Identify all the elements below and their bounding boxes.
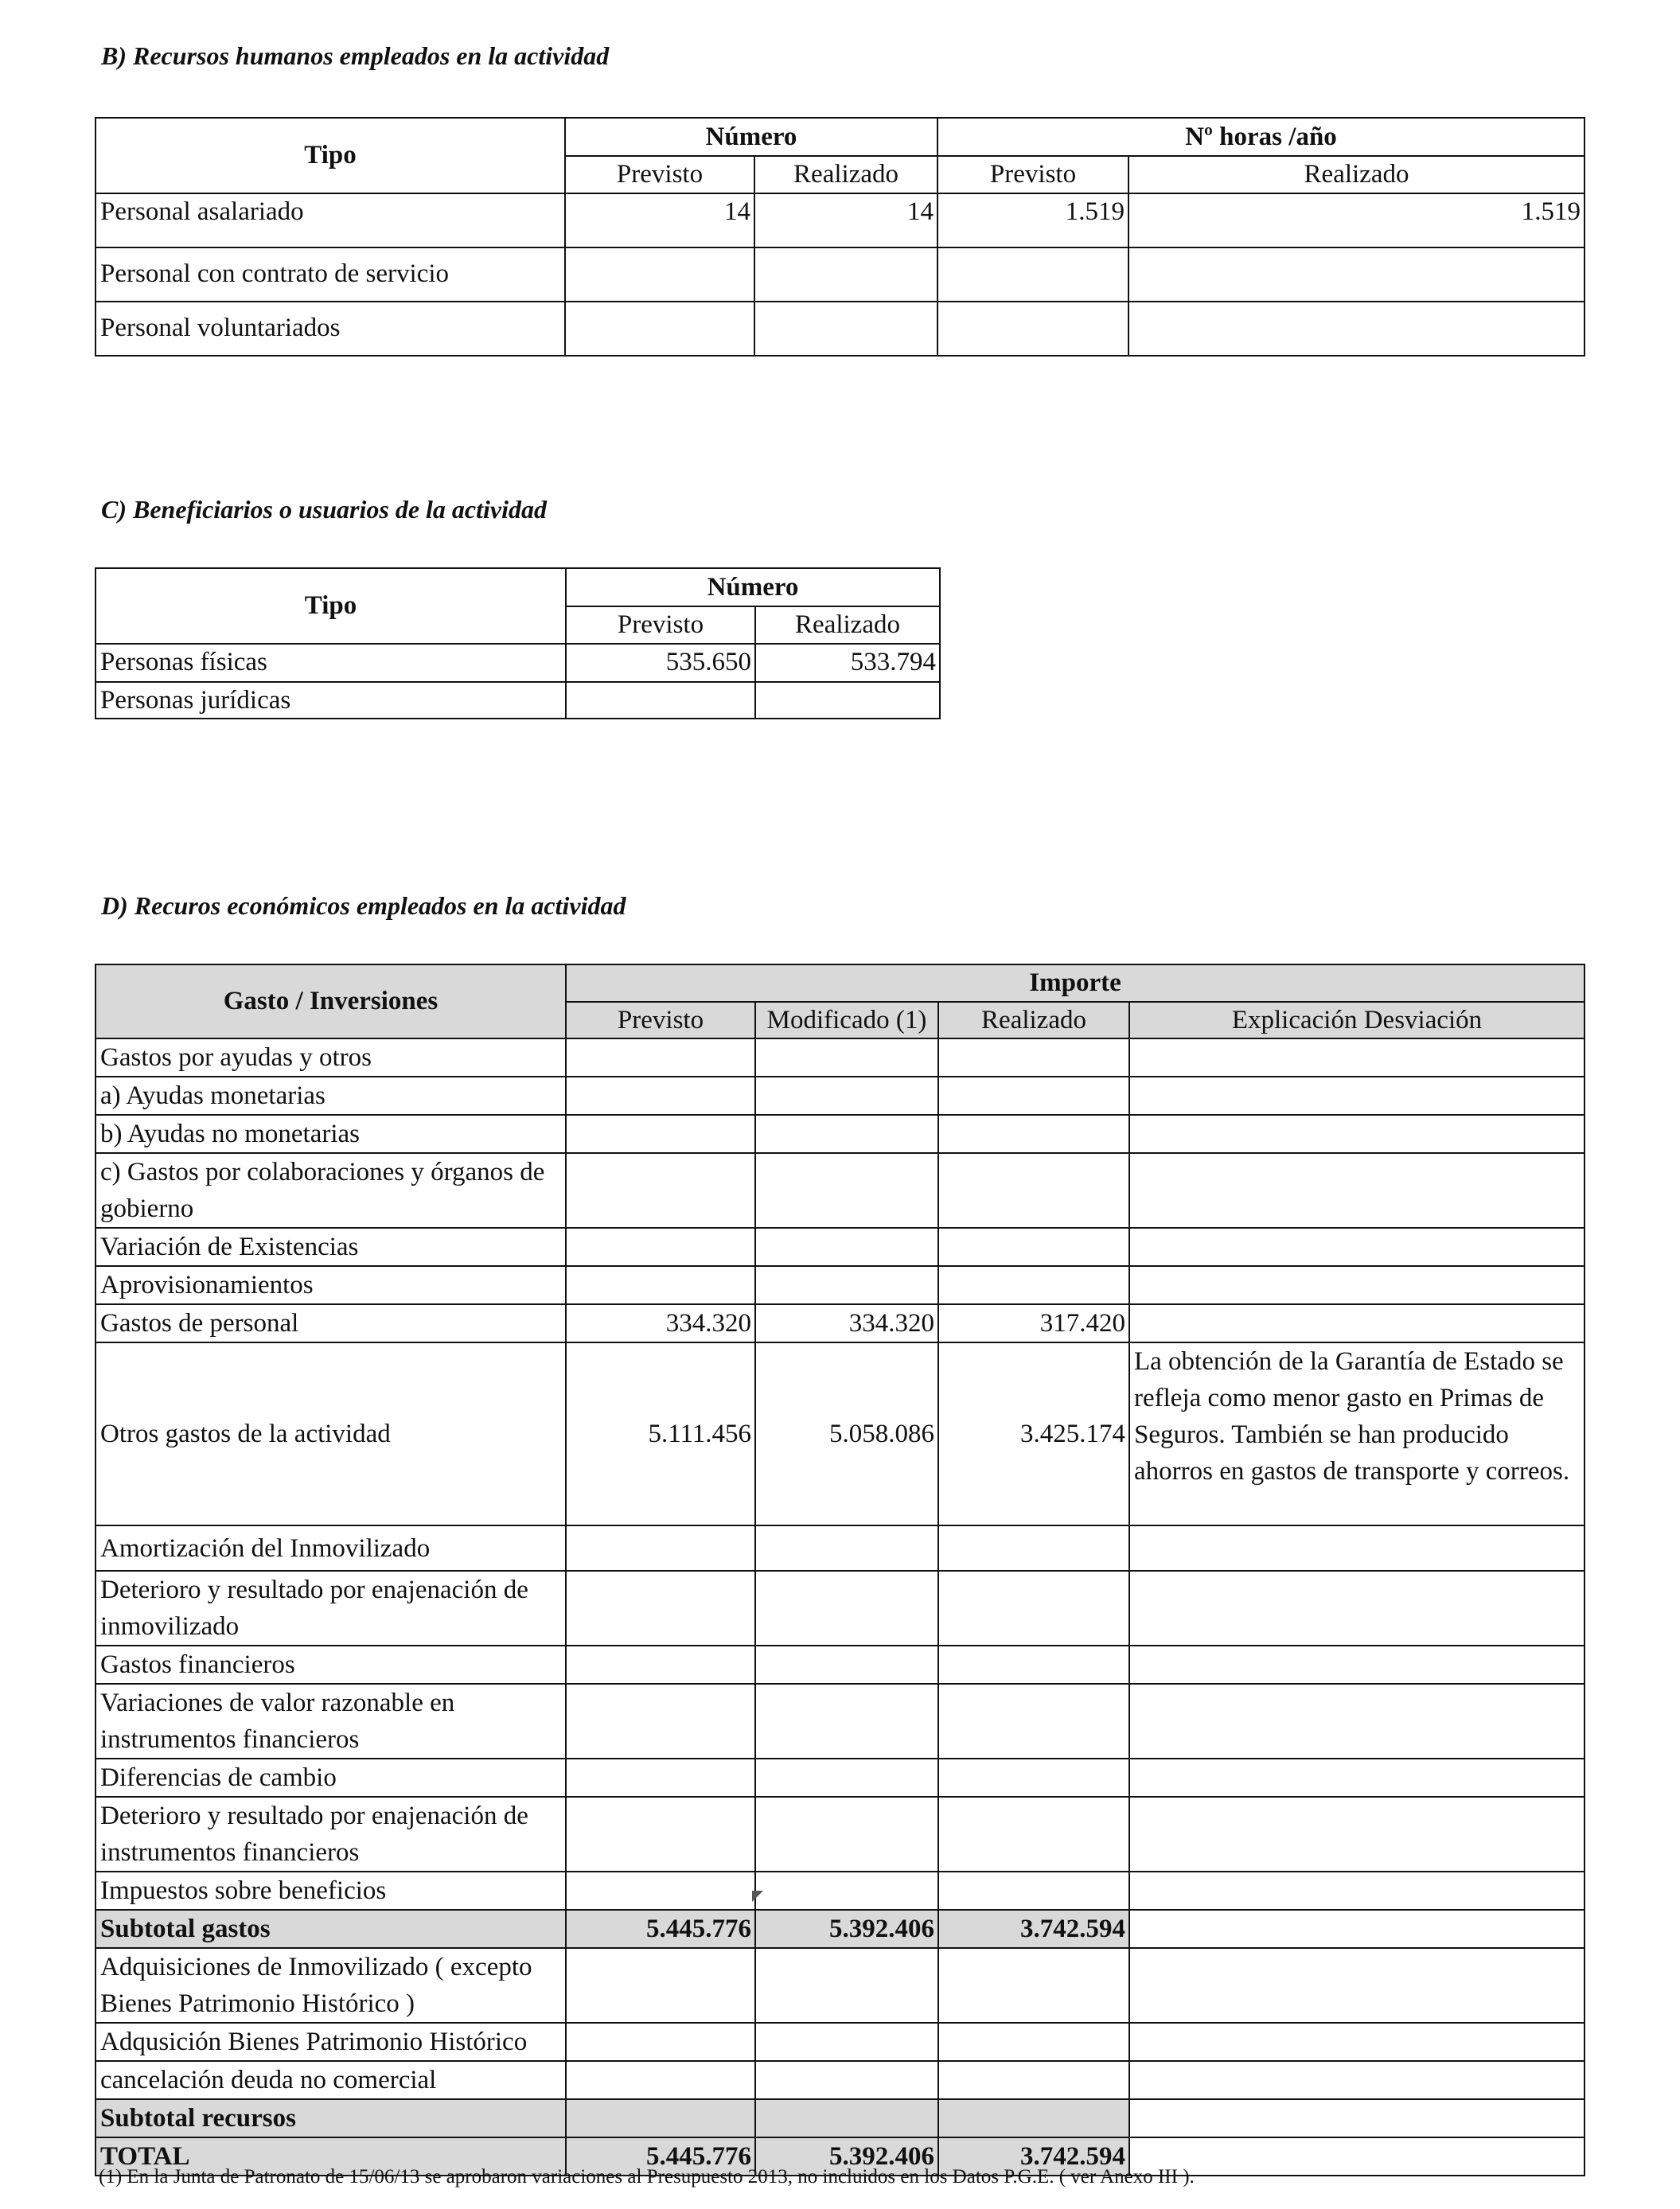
cell-modificado	[755, 1684, 938, 1759]
table-row	[95, 2061, 1585, 2099]
row-label: Deterioro y resultado por enajenación de inmovilizado	[95, 1571, 566, 1646]
row-label: Gastos de personal	[95, 1304, 566, 1342]
row-label: Personas jurídicas	[95, 682, 566, 719]
cell-modificado	[755, 1872, 938, 1910]
row-label: Personal voluntariados	[95, 302, 565, 356]
row-label: a) Ayudas monetarias	[95, 1077, 566, 1115]
table-row	[95, 193, 1585, 247]
cell-previsto	[566, 1153, 755, 1228]
row-label: Deterioro y resultado por enajenación de instrumentos financieros	[95, 1797, 566, 1872]
cell-realizado: 317.420	[938, 1304, 1129, 1342]
row-label: Gastos financieros	[95, 1646, 566, 1684]
section-d-title: D) Recuros económicos empleados en la actividad	[101, 891, 626, 920]
economic-resources-table	[95, 964, 1585, 2176]
table-row	[95, 1759, 1585, 1797]
cell-explicacion	[1129, 1872, 1585, 1910]
cell-realizado	[938, 2061, 1129, 2099]
cell-modificado: 5.392.406	[755, 1910, 938, 1948]
horas-previsto-header: Previsto	[937, 156, 1128, 193]
cell-explicacion	[1129, 1797, 1585, 1872]
cell-realizado	[938, 1571, 1129, 1646]
cell-previsto	[566, 2023, 755, 2061]
cell-previsto	[566, 1872, 755, 1910]
cell-modificado	[755, 2023, 938, 2061]
row-label: Variaciones de valor razonable en instrumentos financieros	[95, 1684, 566, 1759]
cell-value	[565, 302, 754, 356]
cell-modificado	[755, 1153, 938, 1228]
cell-previsto	[566, 1077, 755, 1115]
table-row	[95, 1077, 1585, 1115]
table-row	[95, 1684, 1585, 1759]
col-importe-header: Importe	[566, 964, 1585, 1002]
cell-realizado	[938, 1872, 1129, 1910]
cell-explicacion	[1129, 2023, 1585, 2061]
cell-modificado	[755, 2061, 938, 2099]
table-row	[95, 1571, 1585, 1646]
cell-modificado	[755, 1797, 938, 1872]
table-row	[95, 1228, 1585, 1266]
cell-realizado	[938, 1115, 1129, 1153]
cell-explicacion	[1129, 2099, 1585, 2137]
cell-explicacion	[1129, 1077, 1585, 1115]
cell-realizado	[938, 1077, 1129, 1115]
cell-previsto	[566, 1525, 755, 1571]
col-tipo-header: Tipo	[95, 568, 566, 644]
cell-value	[565, 247, 754, 302]
cell-explicacion	[1129, 1115, 1585, 1153]
previsto-header: Previsto	[566, 606, 755, 644]
cell-explicacion	[1129, 1571, 1585, 1646]
cell-explicacion	[1129, 2061, 1585, 2099]
cell-modificado: 5.058.086	[755, 1342, 938, 1525]
table-row	[95, 1304, 1585, 1342]
table-row	[95, 1115, 1585, 1153]
cell-modificado	[755, 1038, 938, 1077]
cell-realizado	[938, 2099, 1129, 2137]
cell-modificado: 334.320	[755, 1304, 938, 1342]
cell-realizado: 3.742.594	[938, 2137, 1129, 2176]
cell-value	[937, 302, 1128, 356]
realizado-header: Realizado	[938, 1002, 1129, 1039]
cell-previsto	[566, 1115, 755, 1153]
cell-explicacion	[1129, 1759, 1585, 1797]
cell-explicacion	[1129, 1038, 1585, 1077]
cell-explicacion	[1129, 1153, 1585, 1228]
row-label: Variación de Existencias	[95, 1228, 566, 1266]
cell-previsto	[566, 1266, 755, 1304]
cell-realizado	[938, 1038, 1129, 1077]
cell-explicacion	[1129, 1266, 1585, 1304]
row-label: TOTAL	[95, 2137, 566, 2176]
cell-comment-marker	[752, 1891, 763, 1902]
cell-previsto	[566, 1797, 755, 1872]
table-row	[95, 302, 1585, 356]
col-horas-header: Nº horas /año	[937, 118, 1585, 156]
row-label: Adqusición Bienes Patrimonio Histórico	[95, 2023, 566, 2061]
table-row	[95, 1797, 1585, 1872]
col-numero-header: Número	[565, 118, 937, 156]
cell-realizado	[938, 1228, 1129, 1266]
cell-modificado	[755, 1115, 938, 1153]
cell-explicacion	[1129, 2137, 1585, 2176]
cell-modificado	[755, 1571, 938, 1646]
cell-modificado	[755, 1759, 938, 1797]
cell-value	[755, 682, 940, 719]
col-tipo-header: Tipo	[95, 118, 565, 193]
row-label: Personal asalariado	[95, 193, 565, 247]
cell-realizado	[938, 1525, 1129, 1571]
table-row	[95, 1153, 1585, 1228]
beneficiaries-table	[95, 567, 941, 719]
table-row	[95, 1646, 1585, 1684]
cell-previsto: 5.111.456	[566, 1342, 755, 1525]
cell-realizado	[938, 1646, 1129, 1684]
cell-modificado	[755, 1948, 938, 2023]
cell-previsto	[566, 2099, 755, 2137]
row-label: c) Gastos por colaboraciones y órganos de gobierno	[95, 1153, 566, 1228]
cell-value	[754, 302, 937, 356]
cell-previsto	[566, 2061, 755, 2099]
row-label: Amortización del Inmovilizado	[95, 1525, 566, 1571]
table-row	[95, 2099, 1585, 2137]
table-row	[95, 1266, 1585, 1304]
cell-value: 535.650	[566, 644, 755, 682]
cell-value: 14	[754, 193, 937, 247]
cell-value	[566, 682, 755, 719]
cell-realizado	[938, 1759, 1129, 1797]
cell-explicacion	[1129, 1525, 1585, 1571]
col-numero-header: Número	[566, 568, 940, 606]
row-label: Impuestos sobre beneficios	[95, 1872, 566, 1910]
cell-value	[937, 247, 1128, 302]
table-row	[95, 644, 940, 682]
explicacion-header: Explicación Desviación	[1129, 1002, 1585, 1039]
table-row	[95, 1872, 1585, 1910]
row-label: Aprovisionamientos	[95, 1266, 566, 1304]
realizado-header: Realizado	[755, 606, 940, 644]
cell-modificado	[755, 2099, 938, 2137]
cell-explicacion	[1129, 1910, 1585, 1948]
cell-realizado: 3.425.174	[938, 1342, 1129, 1525]
cell-modificado: 5.392.406	[755, 2137, 938, 2176]
row-label: Subtotal gastos	[95, 1910, 566, 1948]
table-row	[95, 2023, 1585, 2061]
cell-previsto	[566, 1038, 755, 1077]
table-row	[95, 682, 940, 719]
table-row	[95, 1038, 1585, 1077]
cell-explicacion	[1129, 1646, 1585, 1684]
row-label: Adquisiciones de Inmovilizado ( excepto Bienes Patrimonio Histórico )	[95, 1948, 566, 2023]
cell-modificado	[755, 1077, 938, 1115]
table-row	[95, 1525, 1585, 1571]
cell-realizado	[938, 2023, 1129, 2061]
cell-realizado	[938, 1948, 1129, 2023]
cell-explicacion	[1129, 1228, 1585, 1266]
cell-realizado	[938, 1684, 1129, 1759]
num-realizado-header: Realizado	[754, 156, 937, 193]
cell-realizado	[938, 1266, 1129, 1304]
cell-previsto	[566, 1228, 755, 1266]
cell-value	[754, 247, 937, 302]
cell-previsto	[566, 1684, 755, 1759]
section-c-title: C) Beneficiarios o usuarios de la actividad	[101, 495, 547, 524]
cell-value: 1.519	[937, 193, 1128, 247]
row-label: Otros gastos de la actividad	[95, 1342, 566, 1525]
horas-realizado-header: Realizado	[1128, 156, 1585, 193]
cell-modificado	[755, 1228, 938, 1266]
row-label: Gastos por ayudas y otros	[95, 1038, 566, 1077]
row-label: Personal con contrato de servicio	[95, 247, 565, 302]
cell-modificado	[755, 1646, 938, 1684]
cell-previsto	[566, 1646, 755, 1684]
cell-explicacion	[1129, 1304, 1585, 1342]
cell-value: 14	[565, 193, 754, 247]
cell-explicacion	[1129, 1948, 1585, 2023]
row-label: Diferencias de cambio	[95, 1759, 566, 1797]
cell-previsto: 334.320	[566, 1304, 755, 1342]
footnote: (1) En la Junta de Patronato de 15/06/13 se aprobaron variaciones al Presupuesto 2013, no incluidos en los Datos P.G.E. ( ver Anexo III ).	[99, 2166, 1195, 2188]
cell-explicacion: La obtención de la Garantía de Estado se refleja como menor gasto en Primas de Seguros. También se han producido ahorros en gastos de transporte y correos.	[1129, 1342, 1585, 1525]
table-row	[95, 1910, 1585, 1948]
cell-previsto	[566, 1948, 755, 2023]
cell-previsto	[566, 1571, 755, 1646]
human-resources-table	[95, 117, 1585, 356]
cell-modificado	[755, 1525, 938, 1571]
cell-value: 533.794	[755, 644, 940, 682]
cell-previsto: 5.445.776	[566, 2137, 755, 2176]
cell-value: 1.519	[1128, 193, 1585, 247]
row-label: Subtotal recursos	[95, 2099, 566, 2137]
cell-realizado	[938, 1153, 1129, 1228]
cell-value	[1128, 302, 1585, 356]
cell-realizado	[938, 1797, 1129, 1872]
section-b-title: B) Recursos humanos empleados en la actividad	[101, 41, 610, 70]
cell-modificado	[755, 1266, 938, 1304]
num-previsto-header: Previsto	[565, 156, 754, 193]
cell-explicacion	[1129, 1684, 1585, 1759]
row-label: b) Ayudas no monetarias	[95, 1115, 566, 1153]
table-row	[95, 1948, 1585, 2023]
row-label: Personas físicas	[95, 644, 566, 682]
table-row	[95, 247, 1585, 302]
cell-previsto: 5.445.776	[566, 1910, 755, 1948]
table-row	[95, 1342, 1585, 1525]
cell-previsto	[566, 1759, 755, 1797]
previsto-header: Previsto	[566, 1002, 755, 1039]
cell-realizado: 3.742.594	[938, 1910, 1129, 1948]
col-gasto-header: Gasto / Inversiones	[95, 964, 566, 1038]
modificado-header: Modificado (1)	[755, 1002, 938, 1039]
row-label: cancelación deuda no comercial	[95, 2061, 566, 2099]
cell-value	[1128, 247, 1585, 302]
